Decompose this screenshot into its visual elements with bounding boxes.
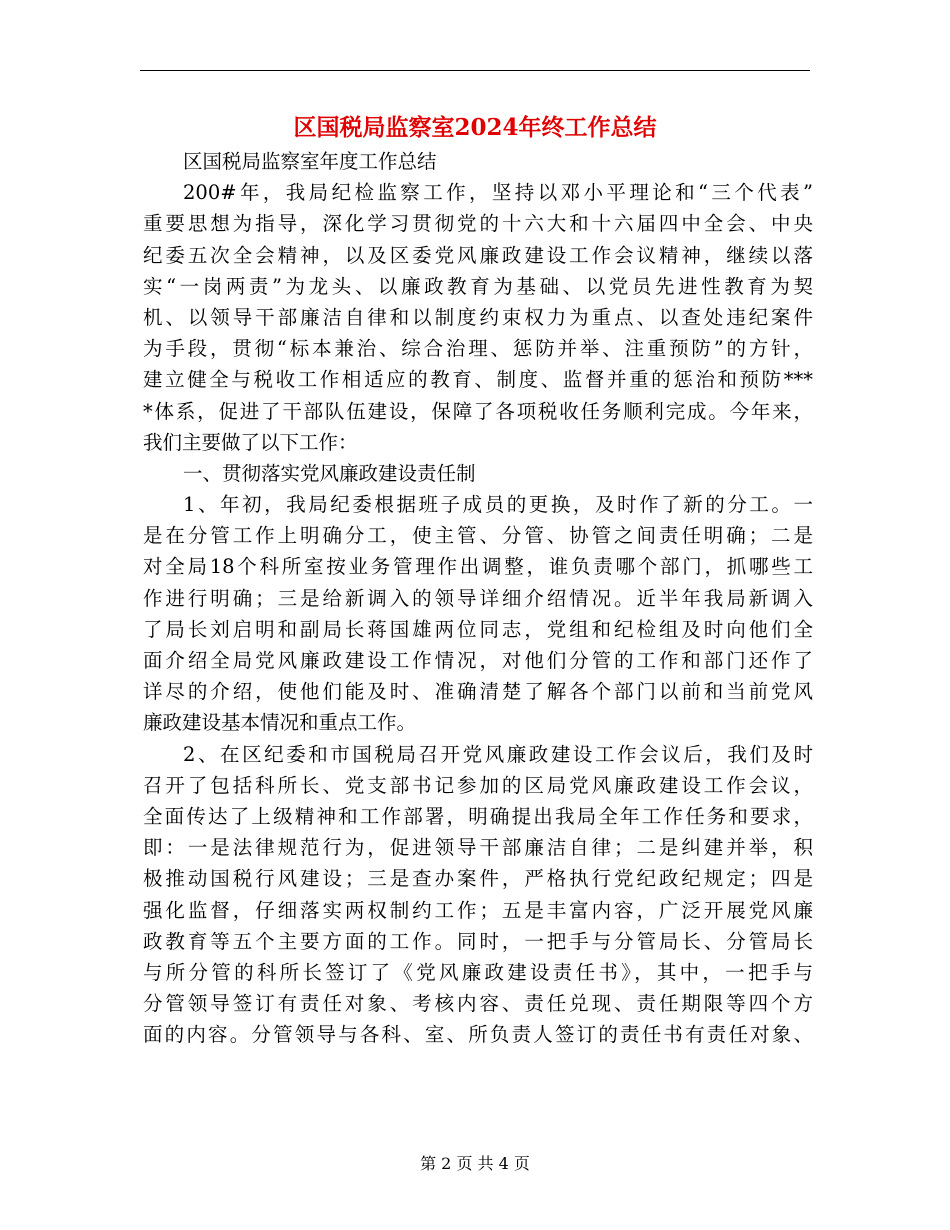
page-number-footer: 第 2 页 共 4 页 bbox=[420, 1154, 530, 1173]
document-body bbox=[143, 146, 813, 1050]
body-line: 是在分管工作上明确分工，使主管、分管、协管之间责任明确；二是 bbox=[143, 524, 813, 548]
body-line: 强化监督，仔细落实两权制约工作；五是丰富内容，广泛开展党风廉 bbox=[143, 898, 813, 922]
body-line: 政教育等五个主要方面的工作。同时，一把手与分管局长、分管局长 bbox=[143, 929, 813, 953]
body-line: 建立健全与税收工作相适应的教育、制度、监督并重的惩治和预防*** bbox=[143, 368, 813, 392]
body-line: 了局长刘启明和副局长蒋国雄两位同志，党组和纪检组及时向他们全 bbox=[143, 617, 813, 641]
body-line: 重要思想为指导，深化学习贯彻党的十六大和十六届四中全会、中央 bbox=[143, 212, 813, 236]
body-line: 我们主要做了以下工作： bbox=[143, 430, 358, 454]
header-rule bbox=[140, 70, 810, 71]
body-line: *体系，促进了干部队伍建设，保障了各项税收任务顺利完成。今年来， bbox=[143, 399, 813, 423]
body-line: 全面传达了上级精神和工作部署，明确提出我局全年工作任务和要求， bbox=[143, 804, 813, 828]
body-line: 详尽的介绍，使他们能及时、准确清楚了解各个部门以前和当前党风 bbox=[143, 680, 813, 704]
document-title: 区国税局监察室2024年终工作总结 bbox=[293, 114, 657, 141]
body-line: 廉政建设基本情况和重点工作。 bbox=[143, 711, 417, 735]
body-line: 与所分管的科所长签订了《党风廉政建设责任书》，其中，一把手与 bbox=[143, 960, 813, 984]
body-line: 2、在区纪委和市国税局召开党风廉政建设工作会议后，我们及时 bbox=[183, 742, 813, 766]
body-line: 为手段，贯彻“标本兼治、综合治理、惩防并举、注重预防”的方针， bbox=[143, 337, 813, 361]
body-line: 纪委五次全会精神，以及区委党风廉政建设工作会议精神，继续以落 bbox=[143, 243, 813, 267]
body-line: 面介绍全局党风廉政建设工作情况，对他们分管的工作和部门还作了 bbox=[143, 649, 813, 672]
body-line: 作进行明确；三是给新调入的领导详细介绍情况。近半年我局新调入 bbox=[143, 586, 813, 610]
body-line: 面的内容。分管领导与各科、室、所负责人签订的责任书有责任对象、 bbox=[143, 1023, 813, 1047]
body-line: 极推动国税行风建设；三是查办案件，严格执行党纪政纪规定；四是 bbox=[143, 867, 813, 891]
body-line: 200#年，我局纪检监察工作，坚持以邓小平理论和“三个代表” bbox=[183, 181, 813, 205]
body-line: 分管领导签订有责任对象、考核内容、责任兑现、责任期限等四个方 bbox=[143, 992, 813, 1016]
body-line: 召开了包括科所长、党支部书记参加的区局党风廉政建设工作会议， bbox=[143, 773, 813, 797]
section-heading: 一、贯彻落实党风廉政建设责任制 bbox=[183, 461, 476, 485]
body-line: 机、以领导干部廉洁自律和以制度约束权力为重点、以查处违纪案件 bbox=[143, 305, 813, 329]
body-line: 即：一是法律规范行为，促进领导干部廉洁自律；二是纠建并举，积 bbox=[143, 836, 813, 860]
body-line: 实“一岗两责”为龙头、以廉政教育为基础、以党员先进性教育为契 bbox=[143, 274, 813, 298]
body-line: 区国税局监察室年度工作总结 bbox=[183, 150, 437, 173]
body-line: 对全局18个科所室按业务管理作出调整，谁负责哪个部门，抓哪些工 bbox=[143, 555, 813, 579]
body-line: 1、年初，我局纪委根据班子成员的更换，及时作了新的分工。一 bbox=[183, 493, 813, 517]
